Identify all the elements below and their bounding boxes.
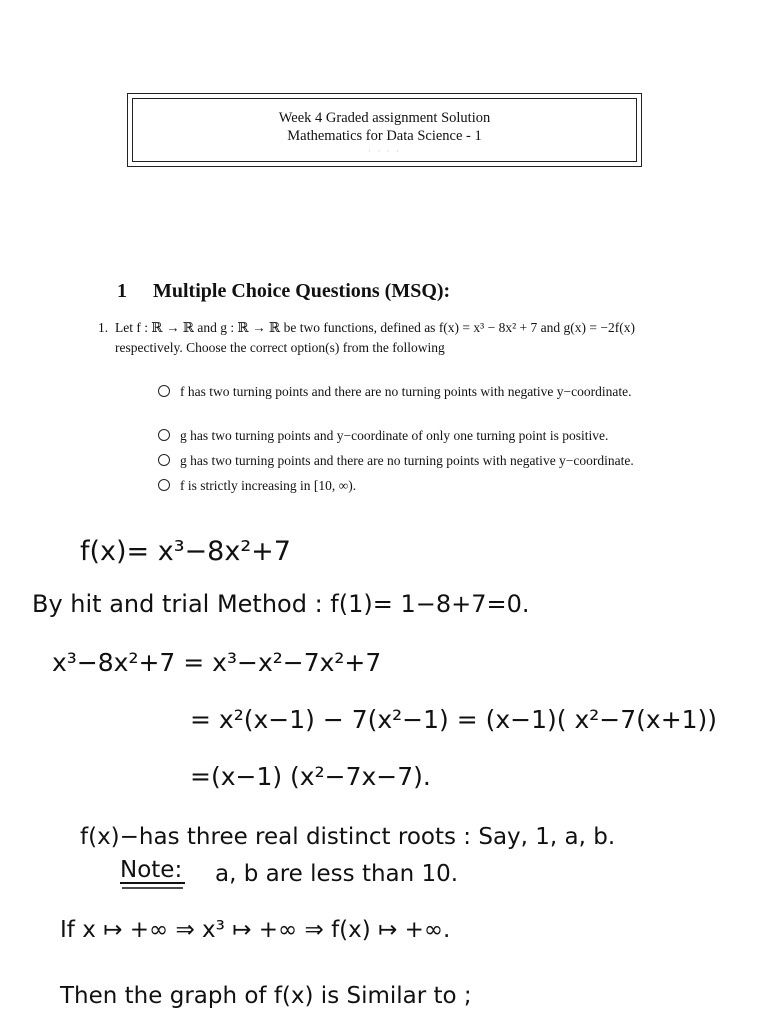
hw-line-note: a, b are less than 10. [215,861,459,887]
section-title: Multiple Choice Questions (MSQ): [153,280,451,302]
hw-note-label: Note: [120,857,183,883]
section-number: 1 [117,280,127,302]
hw-line-factor-3: =(x−1) (x²−7x−7). [190,762,431,791]
faint-author-line: · · · · [368,146,401,156]
hw-line-trial: By hit and trial Method : f(1)= 1−8+7=0. [32,590,530,618]
course-name: Mathematics for Data Science - 1 [287,128,482,144]
hw-line-factor-1: x³−8x²+7 = x³−x²−7x²+7 [52,648,382,677]
option-text: f has two turning points and there are no turning points with negative y−coordinate. [180,384,632,399]
question-text: Let f : ℝ → ℝ and g : ℝ → ℝ be two functions, defined as f(x) = x³ − 8x² + 7 and g(x) = −2f(x) respectively. Choose the correct option(s) from the following [115,320,635,355]
option-text: g has two turning points and there are no turning points with negative y−coordinate. [180,453,634,468]
hw-line-factor-2: = x²(x−1) − 7(x²−1) = (x−1)( x²−7(x+1)) [190,705,718,734]
hw-line-limit: If x ↦ +∞ ⇒ x³ ↦ +∞ ⇒ f(x) ↦ +∞. [60,917,451,943]
option-text: f is strictly increasing in [10, ∞). [180,478,357,493]
hw-line-graph: Then the graph of f(x) is Similar to ; [60,983,472,1009]
assignment-title: Week 4 Graded assignment Solution [278,110,491,126]
hw-line-function: f(x)= x³−8x²+7 [80,536,291,567]
option-text: g has two turning points and y−coordinate of only one turning point is positive. [180,428,609,443]
question-number: 1. [98,320,109,335]
hw-line-roots: f(x)−has three real distinct roots : Say, 1, a, b. [80,824,616,850]
